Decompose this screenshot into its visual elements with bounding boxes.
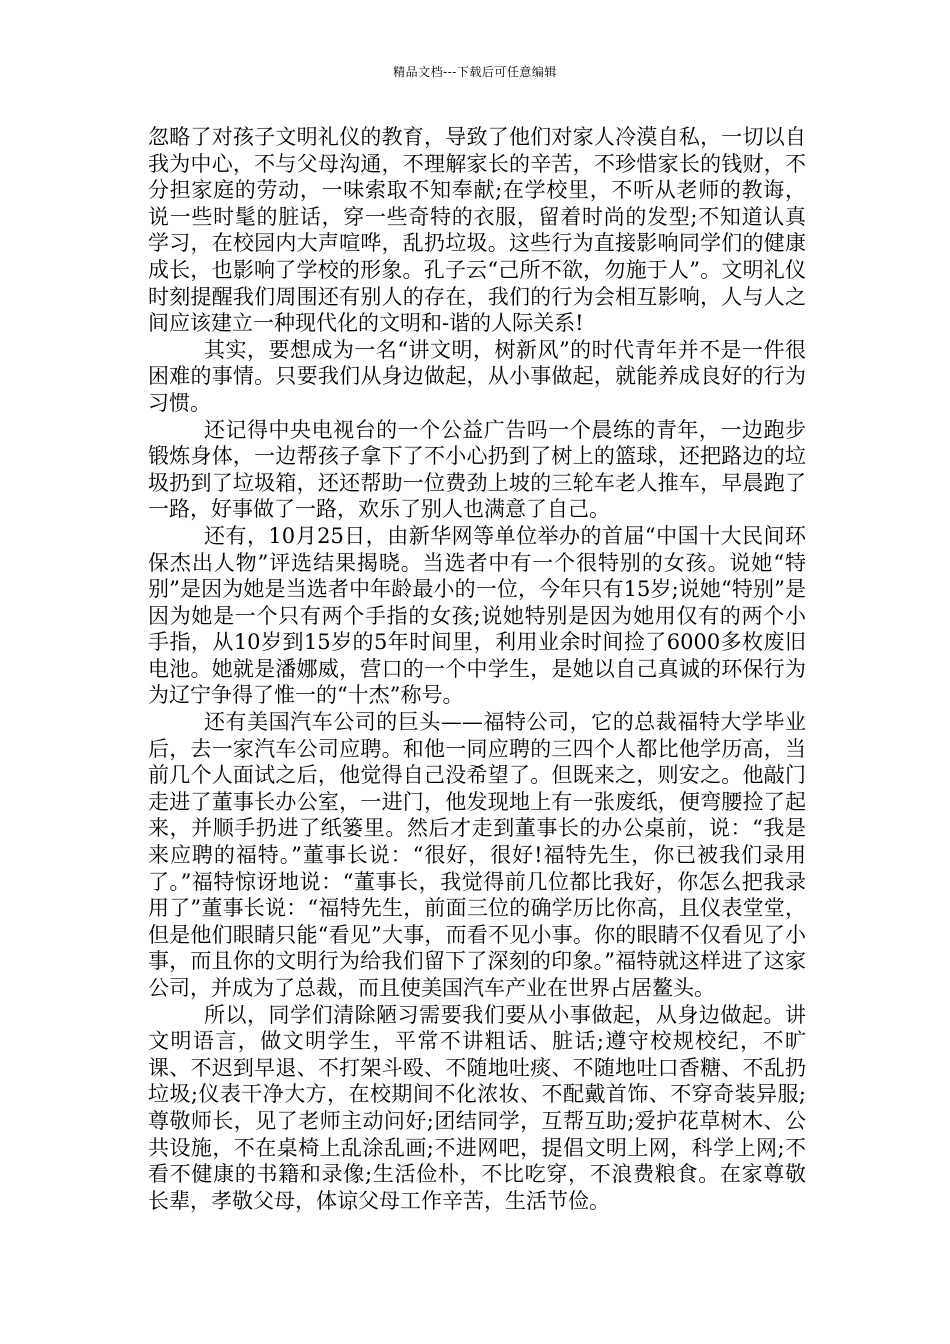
paragraph-6: 所以，同学们清除陋习需要我们要从小事做起，从身边做起。讲文明语言，做文明学生，平常不讲粗话、脏话;遵守校规校纪，不旷课、不迟到早退、不打架斗殴、不随地吐痰、不随地吐口香糖、不乱扔垃圾;仪表干净大方，在校期间不化浓妆、不配戴首饰、不穿奇装异服;尊敬师长，见了老师主动问好;团结同学，互帮互助;爱护花草树木、公共设施，不在桌椅上乱涂乱画;不进网吧，提倡文明上网，科学上网;不看不健康的书籍和录像;生活俭朴，不比吃穿，不浪费粮食。在家尊敬长辈，孝敬父母，体谅父母工作辛苦，生活节俭。 [148, 1002, 806, 1213]
paragraph-1: 忽略了对孩子文明礼仪的教育，导致了他们对家人冷漠自私，一切以自我为中心，不与父母沟通，不理解家长的辛苦，不珍惜家长的钱财，不分担家庭的劳动，一味索取不知奉献;在学校里，不听从老师的教诲，说一些时髦的脏话，穿一些奇特的衣服，留着时尚的发型;不知道认真学习，在校园内大声喧哗，乱扔垃圾。这些行为直接影响同学们的健康成长，也影响了学校的形象。孔子云“己所不欲，勿施于人”。文明礼仪时刻提醒我们周围还有别人的存在，我们的行为会相互影响，人与人之间应该建立一种现代化的文明和-谐的人际关系! [148, 125, 806, 336]
page-header: 精品文档---下载后可任意编辑 [393, 65, 557, 79]
paragraph-2: 其实，要想成为一名“讲文明，树新风”的时代青年并不是一件很困难的事情。只要我们从身边做起，从小事做起，就能养成良好的行为习惯。 [148, 337, 806, 415]
paragraph-3: 还记得中央电视台的一个公益广告吗一个晨练的青年，一边跑步锻炼身体，一边帮孩子拿下了不小心扔到了树上的篮球，还把路边的垃圾扔到了垃圾箱，还还帮助一位费劲上坡的三轮车老人推车，早晨跑了一路，好事做了一路，欢乐了别人也满意了自己。 [148, 417, 806, 522]
paragraph-5: 还有美国汽车公司的巨头——福特公司，它的总裁福特大学毕业后，去一家汽车公司应聘。和他一同应聘的三四个人都比他学历高，当前几个人面试之后，他觉得自己没希望了。但既来之，则安之。他敲门走进了董事长办公室，一进门，他发现地上有一张废纸，便弯腰捡了起来，并顺手扔进了纸篓里。然后才走到董事长的办公桌前，说：“我是来应聘的福特。”董事长说：“很好，很好!福特先生，你已被我们录用了。”福特惊讶地说：“董事长，我觉得前几位都比我好，你怎么把我录用了”董事长说：“福特先生，前面三位的确学历比你高，且仪表堂堂，但是他们眼睛只能“看见”大事，而看不见小事。你的眼睛不仅看见了小事，而且你的文明行为给我们留下了深刻的印象。”福特就这样进了这家公司，并成为了总裁，而且使美国汽车产业在世界占居鳌头。 [148, 710, 806, 1000]
paragraph-4: 还有，10月25日，由新华网等单位举办的首届“中国十大民间环保杰出人物”评选结果揭晓。当选者中有一个很特别的女孩。说她“特别”是因为她是当选者中年龄最小的一位，今年只有15岁;说她“特别”是因为她是一个只有两个手指的女孩;说她特别是因为她用仅有的两个小手指，从10岁到15岁的5年时间里，利用业余时间捡了6000多枚废旧电池。她就是潘娜威，营口的一个中学生，是她以自己真诚的环保行为为辽宁争得了惟一的“十杰”称号。 [148, 523, 806, 708]
document-body [148, 124, 806, 1214]
